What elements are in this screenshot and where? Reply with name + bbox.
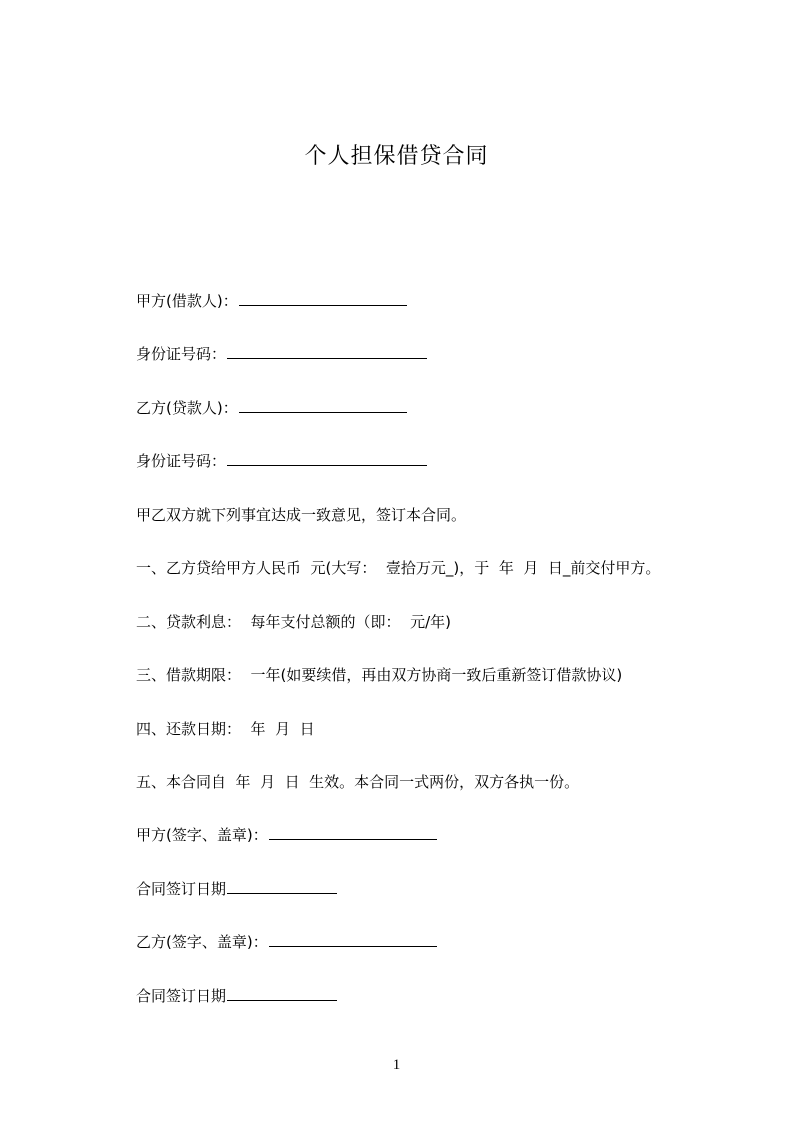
party-b-line	[136, 398, 407, 418]
id-b-blank	[227, 451, 427, 466]
date-a-label: 合同签订日期	[136, 880, 227, 898]
party-a-label: 甲方(借款人)：	[136, 292, 238, 310]
date-b-blank	[227, 986, 337, 1001]
clause-3: 三、借款期限： 一年(如要续借，再由双方协商一致后重新签订借款协议)	[136, 666, 623, 684]
id-b-line	[136, 451, 427, 471]
clause-2: 二、贷款利息： 每年支付总额的（即： 元/年)	[136, 613, 451, 631]
clause-1: 一、乙方贷给甲方人民币 元(大写： 壹拾万元_)，于 年 月 日_前交付甲方。	[136, 559, 661, 577]
sign-a-line	[136, 825, 437, 845]
party-a-line	[136, 291, 407, 311]
party-b-label: 乙方(贷款人)：	[136, 399, 238, 417]
date-a-blank	[227, 879, 337, 894]
party-a-blank	[239, 291, 407, 306]
id-a-label: 身份证号码：	[136, 345, 227, 363]
sign-b-label: 乙方(签字、盖章)：	[136, 933, 268, 951]
id-b-label: 身份证号码：	[136, 452, 227, 470]
clause-5: 五、本合同自 年 月 日 生效。本合同一式两份，双方各执一份。	[136, 773, 580, 791]
id-a-line	[136, 344, 427, 364]
intro-text: 甲乙双方就下列事宜达成一致意见，签订本合同。	[136, 506, 467, 524]
sign-b-blank	[269, 932, 437, 947]
sign-a-label: 甲方(签字、盖章)：	[136, 826, 268, 844]
clause-4: 四、还款日期： 年 月 日	[136, 720, 315, 738]
document-title: 个人担保借贷合同	[304, 144, 489, 169]
id-a-blank	[227, 344, 427, 359]
date-b-line	[136, 986, 337, 1006]
date-a-line	[136, 879, 337, 899]
sign-b-line	[136, 932, 437, 952]
sign-a-blank	[269, 825, 437, 840]
date-b-label: 合同签订日期	[136, 987, 227, 1005]
page-number: 1	[392, 1057, 401, 1073]
party-b-blank	[239, 398, 407, 413]
